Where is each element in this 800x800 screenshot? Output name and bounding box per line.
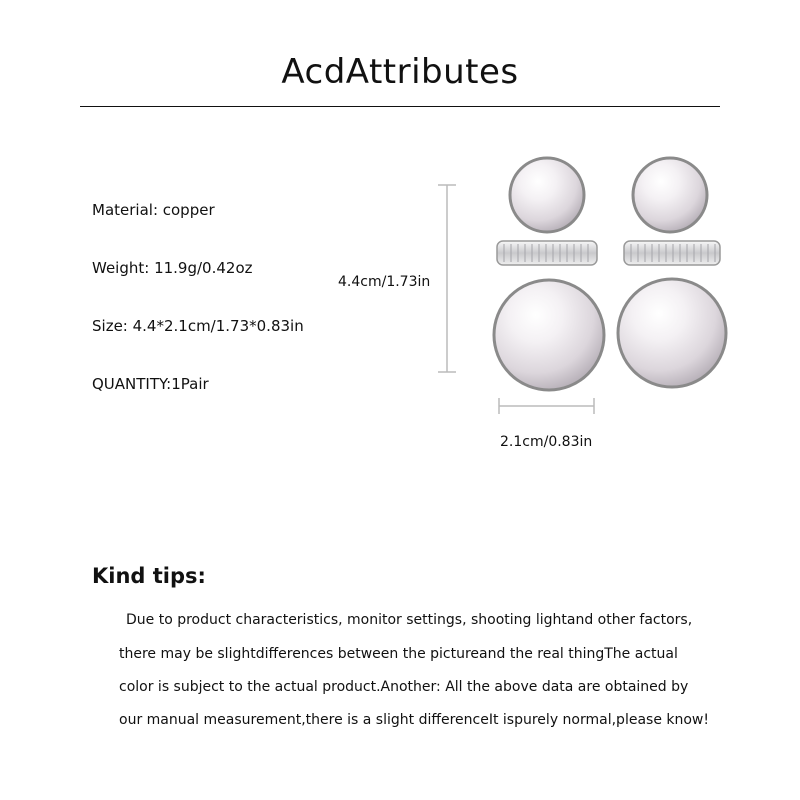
tips-line-4: our manual measurement,there is a slight differenceIt ispurely normal,please know! bbox=[119, 712, 709, 728]
width-dimension-label: 2.1cm/0.83in bbox=[500, 434, 593, 450]
tips-line-3: color is subject to the actual product.Another: All the above data are obtained by bbox=[119, 679, 689, 695]
attribute-material: Material: copper bbox=[92, 201, 215, 219]
tips-heading: Kind tips: bbox=[92, 564, 206, 588]
tips-line-1: Due to product characteristics, monitor settings, shooting lightand other factors, bbox=[126, 612, 693, 628]
right-earring bbox=[618, 158, 726, 387]
tips-line-2: there may be slightdifferences between the pictureand the real thingThe actual bbox=[119, 646, 678, 662]
height-dimension-line bbox=[438, 185, 456, 372]
page-title: AcdAttributes bbox=[281, 52, 519, 92]
pearl-earrings-icon bbox=[420, 140, 750, 430]
attribute-size: Size: 4.4*2.1cm/1.73*0.83in bbox=[92, 317, 304, 335]
title-divider bbox=[80, 106, 720, 107]
height-dimension-label: 4.4cm/1.73in bbox=[338, 274, 431, 290]
left-earring bbox=[494, 158, 604, 390]
attribute-quantity: QUANTITY:1Pair bbox=[92, 375, 209, 393]
width-dimension-line bbox=[499, 398, 594, 414]
attribute-weight: Weight: 11.9g/0.42oz bbox=[92, 259, 253, 277]
